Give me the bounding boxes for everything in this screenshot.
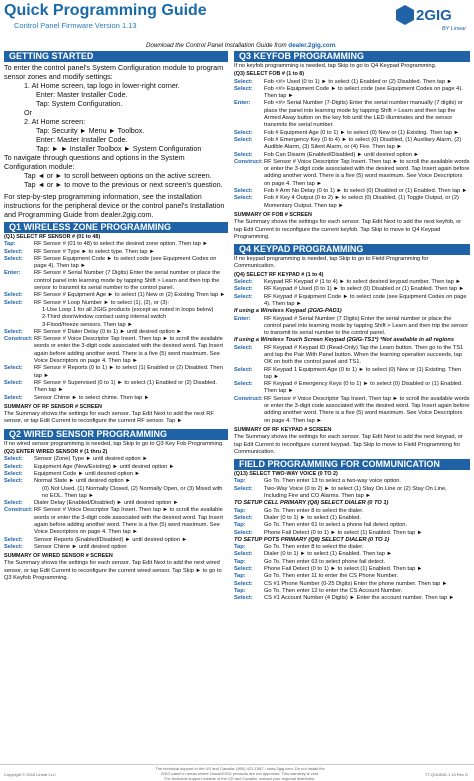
step-row — [234, 137, 470, 152]
step-row — [4, 486, 228, 501]
step-action: Select: — [234, 529, 253, 536]
section-field-programming: FIELD PROGRAMMING FOR COMMUNICATION — [234, 459, 470, 470]
header — [0, 0, 474, 34]
q1-rows — [4, 241, 228, 402]
step-row — [234, 279, 470, 286]
page-subtitle: Control Panel Firmware Version 1.13 — [14, 21, 137, 30]
step-text: Go To. Then enter 8 to select the dialer. — [264, 544, 364, 551]
step-action: Tap: — [234, 544, 246, 551]
step-text: Fob <#> Equipment Code ► to select code (see Equipment Codes on page 4). Then tap ► — [264, 85, 463, 100]
step-text: Sensor (Zone) Type ► until desired option ► — [34, 456, 148, 463]
logo-hex-icon — [396, 5, 414, 25]
step-row — [4, 336, 228, 365]
step-row — [234, 581, 470, 588]
step-row — [234, 86, 470, 101]
step-action: Select: — [234, 129, 253, 136]
step-heading: If using a Wireless Keypad (2GIG-PAD1) — [234, 308, 342, 315]
step-action — [4, 486, 34, 501]
step-action: Select: — [4, 255, 23, 262]
step-text: Go To. Then enter 63 to select phone fail detect. — [264, 558, 386, 565]
step-text: (0) Not Used, (1) Normally Closed, (2) Normally Open, or (3) Mixed with no EOL. Then tap ► — [42, 485, 223, 499]
step-action: Select: — [4, 500, 23, 507]
step-text: Equipment Code ► until desired option ► — [34, 470, 141, 477]
step-row — [234, 551, 470, 558]
step-row — [4, 537, 228, 544]
step-text: Sensor Chime ► until desired option — [34, 543, 127, 550]
step-action: Select: — [4, 379, 23, 386]
step-row — [4, 322, 228, 329]
step-text: Sensor Chime ► to select chime. Then tap ► — [34, 394, 150, 401]
step-row — [234, 381, 470, 396]
step-action: Select: — [4, 470, 23, 477]
step-text: 1-Use Loop 1 for all 2GIG products (except as noted in loops below) — [42, 306, 214, 313]
step-text: RF Keypad 1 Equipment Age (0 to 1) ► to select (0) New or (1) Existing. Then tap ► — [264, 366, 462, 380]
step-text: RF Keypad # Serial Number (7 Digits) Enter the serial number or place the control panel into learning mode by tapping Shift > Learn and then trip the sensor to transmit its serial number to the control panel. — [264, 315, 469, 337]
section-q1: Q1 WIRELESS ZONE PROGRAMMING — [4, 222, 228, 233]
step-action: Select: — [234, 595, 253, 602]
step-action: Select: — [234, 279, 253, 286]
step-action — [4, 322, 34, 329]
step-row — [234, 544, 470, 551]
step-text: Fob # Equipment Age (0 to 1) ► to select (0) New or (1) Existing. Then tap ► — [264, 129, 460, 136]
step-row — [4, 456, 228, 463]
step-row — [4, 471, 228, 478]
step-action: Select: — [234, 366, 253, 373]
step-text: Equipment Age (New/Existing) ► until desired option ► — [34, 463, 175, 470]
step-text: RF Sensor # Voice Descriptor Tap Insert. Then tap ► to scroll the available words or enter the 3-digit code associated with the desired word. Tap Insert again before adding another word. There is a five (5) word maximum. See Voice Descriptors on page 4. Then tap ► — [34, 507, 223, 536]
step-text: 2-Third door/window contact using internal switch — [42, 314, 167, 321]
step-row — [4, 464, 228, 471]
step-action: Select: — [234, 344, 253, 351]
step-row — [234, 588, 470, 595]
step-row — [234, 294, 470, 309]
step-row — [4, 241, 228, 248]
step-row — [4, 500, 228, 507]
step-action: Select: — [234, 286, 253, 293]
step-text: RF Sensor # Loop Number ► to select (1), (2), or (3): — [34, 299, 169, 306]
step-action: Select: — [234, 566, 253, 572]
step-text: Go To. Then enter 11 to enter the CS Phone Number. — [264, 573, 399, 580]
step-text: 3-Flood/freeze sensors. Then tap ► — [42, 321, 133, 328]
step-row — [234, 100, 470, 129]
step-action: Enter: — [234, 315, 251, 322]
step-text: RF Sensor # Type ► to select type. Then tap ► — [34, 248, 155, 255]
page-title: Quick Programming Guide — [4, 2, 207, 19]
step-row — [234, 595, 470, 602]
step-text: RF Keypad # Keypad ID (Read-Only) Tap the Learn button. Then go to the TS1 and tap the Pair With Panel button. When the learning operation succeeds, tap OK on both the control panel and TS1. — [264, 344, 464, 366]
step-action: Select: — [4, 543, 23, 550]
step-row — [4, 292, 228, 299]
step-action: Construct: — [4, 507, 33, 514]
step-text: RF Sensor # Dialer Delay (0 to 1) ► until desired option ► — [34, 328, 182, 335]
step-heading: TO SETUP CELL PRIMARY (Q8) SELECT DIALER (0 TO 1) — [234, 500, 389, 507]
step-action: Select: — [234, 78, 253, 85]
fp-rows — [234, 478, 470, 602]
brand-logo: 2GIG BY Linear — [396, 5, 468, 37]
step-row — [234, 130, 470, 137]
section-q4: Q4 KEYPAD PROGRAMMING — [234, 244, 470, 255]
step-row — [234, 152, 470, 159]
step-text: Fob # Arm No Delay (0 to 1) ► to select (0) Disabled or (1) Enabled. Then tap ► — [264, 188, 468, 195]
download-note: Download the Control Panel Installation Guide from dealer.2gig.com. — [146, 42, 337, 49]
step-text: RF Keypad # Emergency Keys (0 to 1) ► to select (0) Disabled or (1) Enabled. Then tap ► — [264, 381, 463, 395]
step-text: Fob # Emergency Key (0 to 4) ► to select (0) Disabled, (1) Auxiliary Alarm, (2) Audible Alarm, (3) Silent Alarm, or (4) Fire. Then tap ► — [264, 136, 462, 151]
step-action: Select: — [234, 195, 253, 202]
step-action: Select: — [4, 456, 23, 463]
step-row — [234, 367, 470, 382]
step-text: Normal State ► until desired option ► — [34, 478, 131, 485]
footer: Copyright © 2016 Linear LLC The technical support in the US and Canada: (800) 421-1587 / www.2gig.com. Do not install the 2GIG panel in areas where Linear/2GIG products are not approved. This warranty is void. For technical support outside of the US and Canada, contact your regional distributor. TT-QGUIDE-1.13 Rev D — [4, 766, 468, 781]
step-action: Tap: — [234, 478, 246, 485]
step-row — [234, 515, 470, 522]
step-row — [4, 478, 228, 485]
step-heading: TO SETUP POTS PRIMARY (Q8) SELECT DIALER (0 TO 1) — [234, 536, 390, 543]
step-row — [234, 345, 470, 367]
step-row — [234, 159, 470, 188]
step-row — [234, 559, 470, 566]
step-action: Select: — [4, 292, 23, 299]
step-action: Select: — [234, 188, 253, 195]
step-row — [4, 395, 228, 402]
step-text: Go To. Then enter 61 to select a phone fail detect option. — [264, 522, 408, 529]
step-row — [234, 530, 470, 537]
step-action: Select: — [4, 463, 23, 470]
step-text: RF Keypad # Used (0 to 1) ► to select (0) Disabled or (1) Enabled. Then tap ► — [264, 286, 465, 293]
footer-divider — [0, 764, 474, 765]
step-heading: If using a Wireless Touch Screen Keypad (2GIG-TS1*) *Not available in all regions — [234, 337, 455, 344]
section-q3: Q3 KEYFOB PROGRAMMING — [234, 51, 470, 62]
step-action: Tap: — [234, 558, 246, 565]
step-text: Fob <#> Used (0 to 1) ► to select (1) Enabled or (2) Disabled. Then tap ► — [264, 78, 453, 85]
step-action: Select: — [234, 85, 253, 92]
right-column: Q3 KEYFOB PROGRAMMING If no keyfob programming is needed, tap Skip to go to Q4 Keypad Programming. (Q3) SELECT FOB # (1 to 8) Select: Fob <#> Used (0 to 1) ► to select (1) Enabled or (2) Disabled. Then tap ► Select: Fob <#> Equipment Code ► to select code (see Equipment Codes on page 4). Then tap ► Enter: Fob <#> Serial Number (7-Digits) Enter the serial number manually (7 digits) or place the panel into learning mode by tapping Shift > Learn and then tap the Armed Away button on the key fob until the LED illuminates and the sensor transmits the serial number. Select: Fob # Equipment Age (0 to 1) ► to select (0) New or (1) Existing. Then tap ► Select: Fob # Emergency Key (0 to 4) ► to select (0) Disabled, (1) Auxiliary Alarm, (2) Audible Alarm, (3) Silent Alarm, or (4) Fire. Then tap ► Select: Fob Can Disarm (Enabled/Disabled) ► until desired option ► Construct: RF Sensor # Voice Descriptor Tap Insert. Then tap ► to scroll the available words or enter the 3-digit code associated with the desired word. Tap Insert again before adding another word. There is a five (5) word maximum. See Voice Descriptors on page 4. Then tap ► Select: Fob # Arm No Delay (0 to 1) ► to select (0) Disabled or (1) Enabled. Then tap ► Select: Fob # Key 4 Output (0 to 2) ► to select (0) Disabled, (1) Toggle Output, or (2) Momentary Output. Then tap ► SUMMARY OF FOB # SCREEN The Summary shows the settings for each sensor. Tap Edit Next to add the next keyfob, or tap Edit Current to reconfigure the current keyfob. Tap Skip to move to Q4 Keypad Programming. Q4 KEYPAD PROGRAMMING If no keypad programming is needed, tap Skip to go to Field Programming for Communication. (Q4) SELECT RF KEYPAD # (1 to 4) Select: Keypad RF Keypad # (1 to 4) ► to select desired keypad number. Then tap ► Select: RF Keypad # Used (0 to 1) ► to select (0) Disabled or (1) Enabled. Then tap ► Select: RF Keypad # Equipment Code ► to select code (see Equipment Codes on page 4). Then tap ► If using a Wireless Keypad (2GIG-PAD1) Enter: RF Keypad # Serial Number (7 Digits) Enter the serial number or place the control panel into learning mode by tapping Shift > Learn and then trip the sensor to transmit its serial number to the control panel. If using a Wireless Touch Screen Keypad (2GIG-TS1*) *Not available in all regions Select: RF Keypad # Keypad ID (Read-Only) Tap the Learn button. Then go to the TS1 and tap the Pair With Panel button. When the learning operation succeeds, tap OK on both the control panel and TS1. Select: RF Keypad 1 Equipment Age (0 to 1) ► to select (0) New or (1) Existing. Then tap ► Select: RF Keypad # Emergency Keys (0 to 1) ► to select (0) Disabled or (1) Enabled. Then tap ► Construct: RF Sensor # Voice Descriptor Tap Insert. Then tap ► to scroll the available words or enter the 3-digit code associated with the desired word. Tap Insert again before adding another word. There is a five (5) word maximum. See Voice Descriptors on page 4. Then tap ► SUMMARY OF RF KEYPAD # SCREEN The Summary shows the settings for each sensor. Tap Edit Next to add the next keypad, or tap Edit Current to reconfigure current keypad. Tap Skip to move to Field Programming for Communication. FIELD PROGRAMMING FOR COMMUNICATION (Q13) SELECT TWO-WAY VOICE (0 TO 2) Tap: Go To. Then enter 13 to select a two-way voice option. Select: Two-Way Voice (0 to 2) ► to select (1) Stay On Line or (2) Stay On Line, Including Fire and CO Alarms. Then tap ► TO SETUP CELL PRIMARY (Q8) SELECT DIALER (0 TO 1) Tap: Go To. Then enter 8 to select the dialer. Select: Dialer (0 to 1) ► to select (1) Enabled. Tap: Go To. Then enter 61 to select a phone fail detect option. Select: Phone Fail Detect (0 to 1) ► to select (1) Enabled. Then tap ► TO SETUP POTS PRIMARY (Q8) SELECT DIALER (0 TO 1) Tap: Go To. Then enter 8 to select the dialer. Select: Dialer (0 to 1) ► to select (1) Enabled. Then tap ► Tap: Go To. Then enter 63 to select phone fail detect. Select: Phone Fail Detect (0 to 1) ► to select (1) Enabled. Then tap ► Tap: Go To. Then enter 11 to enter the CS Phone Number. Select: CS #1 Phone Number (0-25 Digits) Enter the phone number. Then tap ► Tap: Go To. Then enter 12 to enter the CS Account Number. Select: CS #1 Account Number (4 Digits) ► Enter the account number. Then tap ► — [234, 51, 470, 602]
step-text: Dialer (0 to 1) ► to select (1) Enabled. Then tap ► — [264, 551, 393, 558]
step-text: Two-Way Voice (0 to 2) ► to select (1) Stay On Line or (2) Stay On Line, Including Fire and CO Alarms. Then tap ► — [264, 485, 447, 500]
step-action — [4, 307, 34, 314]
step-text: RF Sensor # Voice Descriptor Tap Insert. Then tap ► to scroll the available words or enter the 3-digit code associated with the desired word. Tap Insert again before adding another word. There is a five (5) word maximum. See Voice Descriptors on page 4. Then tap ► — [264, 395, 470, 424]
step-row — [234, 308, 470, 315]
step-row — [234, 522, 470, 529]
step-row — [234, 500, 470, 507]
step-row — [4, 380, 228, 395]
step-text: CS #1 Phone Number (0-25 Digits) Enter the phone number. Then tap ► — [264, 580, 448, 587]
step-row — [4, 256, 228, 271]
step-action: Select: — [4, 328, 23, 335]
step-text: Go To. Then enter 12 to enter the CS Account Number. — [264, 587, 403, 594]
step-row — [234, 573, 470, 580]
step-row — [234, 537, 470, 544]
step-row — [234, 79, 470, 86]
step-action: Tap: — [234, 573, 246, 580]
step-text: Go To. Then enter 13 to select a two-way voice option. — [264, 478, 401, 485]
step-row — [234, 508, 470, 515]
step-action: Select: — [4, 248, 23, 255]
step-row — [4, 314, 228, 321]
step-row — [4, 507, 228, 536]
download-link[interactable]: dealer.2gig.com — [288, 42, 336, 49]
left-column: GETTING STARTED To enter the control panel's System Configuration module to program sensor zones and modify settings: 1. At Home screen, tap logo in lower-right corner. Enter: Master Installer Code. Tap: System Configuration. Or 2. At Home screen: Tap: Security ► Menu ► Toolbox. Enter: Master Installer Code. Tap: ► ► Installer Toolbox ► System Configuration To navigate through questions and options in the System Configuration module: Tap ◄ or ► to scroll between options on the active screen. Tap ◄ or ► to move to the previous or next screen's question. For step-by-step programming information, see the installation instructions for the peripheral device or the control panel's Installation and Programming Guide from dealer.2gig.com. Q1 WIRELESS ZONE PROGRAMMING (Q1) SELECT RF SENSOR # (01 to 48) Tap: RF Sensor # (01 to 48) to select the desired zone option. Then tap ► Select: RF Sensor # Type ► to select type. Then tap ► Select: RF Sensor Equipment Code ► to select code (see Equipment Codes on page 4). Then tap ► Enter: RF Sensor # Serial Number (7 Digits) Enter the serial number or place the control panel into learning mode by tapping Shift > Learn and then trip the sensor to transmit its serial number to the control panel. Select: RF Sensor # Equipment Age ► to select (1) New or (2) Existing Then tap ► Select: RF Sensor # Loop Number ► to select (1), (2), or (3): 1-Use Loop 1 for all 2GIG products (except as noted in loops below) 2-Third door/window contact using internal switch 3-Flood/freeze sensors. Then tap ► Select: RF Sensor # Dialer Delay (0 to 1) ► until desired option ► Construct: RF Sensor # Voice Descriptor Tap Insert. Then tap ► to scroll the available words or enter the 3-digit code associated with the desired word. Tap Insert again before adding another word. There is a five (5) word maximum. See Voice Descriptors on page 4. Then tap ► Select: RF Sensor # Reports (0 to 1) ► to select (1) Enabled or (2) Disabled. Then tap ► Select: RF Sensor # Supervised (0 to 1) ► to select (1) Enabled or (2) Disabled. Then tap ► Select: Sensor Chime ► to select chime. Then tap ► SUMMARY OF RF SENSOR # SCREEN The Summary shows the settings for each sensor. Tap Edit Next to add the next RF sensor, or tap Edit Current to reconfigure the current RF sensor. Tap ► Q2 WIRED SENSOR PROGRAMMING If no wired sensor programming is needed, tap Skip to go to Q3 Key Fob Programming. (Q2) ENTER WIRED SENSOR # (1 thru 2) Select: Sensor (Zone) Type ► until desired option ► Select: Equipment Age (New/Existing) ► until desired option ► Select: Equipment Code ► until desired option ► Select: Normal State ► until desired option ► (0) Not Used, (1) Normally Closed, (2) Normally Open, or (3) Mixed with no EOL. Then tap ► Select: Dialer Delay (Enabled/Disabled) ► until desired option ► Construct: RF Sensor # Voice Descriptor Tap Insert. Then tap ► to scroll the available words or enter the 3-digit code associated with the desired word. Tap Insert again before adding another word. There is a five (5) word maximum. See Voice Descriptors on page 4. Then tap ► Select: Sensor Reports (Enabled/Disabled) ► until desired option ► Select: Sensor Chime ► until desired option SUMMARY OF WIRED SENSOR # SCREEN The Summary shows the settings for each sensor. Tap Edit Next to add the next wired sensor, or tap Edit Current to reconfigure the current wired sensor. Tap Skip ► to go to Q3 Keyfob Programming. — [4, 50, 228, 582]
step-text: RF Sensor # Serial Number (7 Digits) Enter the serial number or place the control panel into learning mode by tapping Shift > Learn and then trip the sensor to transmit its serial number to the control panel. — [34, 270, 221, 292]
step-row — [234, 195, 470, 210]
step-text: RF Sensor Equipment Code ► to select code (see Equipment Codes on page 4). Then tap ► — [34, 255, 217, 270]
step-row — [4, 544, 228, 551]
step-text: Keypad RF Keypad # (1 to 4) ► to select desired keypad number. Then tap ► — [264, 279, 462, 286]
step-text: Fob # Key 4 Output (0 to 2) ► to select (0) Disabled, (1) Toggle Output, or (2) Momentary Output. Then tap ► — [264, 195, 459, 209]
step-action: Construct: — [4, 336, 33, 343]
step-row — [234, 486, 470, 501]
step-action: Select: — [4, 299, 23, 306]
step-action: Select: — [234, 151, 253, 158]
step-text: Phone Fail Detect (0 to 1) ► to select (1) Enabled. Then tap ► — [264, 566, 423, 572]
step-action: Enter: — [4, 270, 21, 277]
step-text: Fob Can Disarm (Enabled/Disabled) ► until desired option ► — [264, 151, 420, 158]
step-action: Tap: — [234, 522, 246, 529]
step-text: RF Sensor # Equipment Age ► to select (1) New or (2) Existing Then tap ► — [34, 292, 226, 299]
step-row — [4, 300, 228, 307]
step-row — [234, 316, 470, 338]
q2-rows — [4, 456, 228, 551]
step-row — [234, 396, 470, 425]
step-row — [234, 478, 470, 485]
step-row — [4, 307, 228, 314]
step-action: Select: — [234, 136, 253, 143]
step-row — [4, 249, 228, 256]
step-action: Select: — [4, 478, 23, 485]
step-action — [4, 314, 34, 321]
step-action: Select: — [234, 514, 253, 521]
step-row — [4, 270, 228, 292]
step-action: Tap: — [234, 587, 246, 594]
step-row — [4, 329, 228, 336]
step-action: Construct: — [234, 158, 263, 165]
step-action: Construct: — [234, 395, 263, 402]
step-action: Select: — [234, 485, 253, 492]
step-text: Go To. Then enter 8 to select the dialer. — [264, 507, 364, 514]
step-row — [4, 365, 228, 380]
step-action: Tap: — [234, 507, 246, 514]
step-text: CS #1 Account Number (4 Digits) ► Enter the account number. Then tap ► — [264, 595, 455, 602]
q3-rows — [234, 79, 470, 210]
step-action: Enter: — [234, 100, 251, 107]
section-q2: Q2 WIRED SENSOR PROGRAMMING — [4, 429, 228, 440]
step-text: RF Keypad # Equipment Code ► to select code (see Equipment Codes on page 4). Then tap ► — [264, 293, 467, 307]
step-row — [234, 188, 470, 195]
step-action: Select: — [234, 551, 253, 558]
step-text: RF Sensor # (01 to 48) to select the desired zone option. Then tap ► — [34, 241, 209, 248]
step-text: RF Sensor # Reports (0 to 1) ► to select (1) Enabled or (2) Disabled. Then tap ► — [34, 365, 223, 379]
step-row — [234, 337, 470, 344]
step-text: Fob <#> Serial Number (7-Digits) Enter the serial number manually (7 digits) or place the panel into learning mode by tapping Shift > Learn and then tap the Armed Away button on the key fob until the LED illuminates and the sensor transmits the serial number. — [264, 100, 463, 129]
step-text: Dialer (0 to 1) ► to select (1) Enabled. — [264, 514, 361, 521]
step-action: Select: — [234, 580, 253, 587]
step-text: Phone Fail Detect (0 to 1) ► to select (1) Enabled. Then tap ► — [264, 529, 423, 536]
step-text: RF Sensor # Supervised (0 to 1) ► to select (1) Enabled or (2) Disabled. Then tap ► — [34, 379, 217, 394]
step-row — [234, 286, 470, 293]
step-text: Dialer Delay (Enabled/Disabled) ► until desired option ► — [34, 500, 179, 507]
step-text: RF Sensor # Voice Descriptor Tap Insert. Then tap ► to scroll the available words or enter the 3-digit code associated with the desired word. Tap Insert again before adding another word. There is a five (5) word maximum. See Voice Descriptors on page 4. Then tap ► — [264, 158, 470, 187]
q4-rows — [234, 279, 470, 425]
section-getting-started: GETTING STARTED — [4, 51, 228, 62]
step-row — [234, 566, 470, 573]
step-action: Select: — [234, 381, 253, 388]
step-action: Select: — [4, 536, 23, 543]
step-text: Sensor Reports (Enabled/Disabled) ► until desired option ► — [34, 536, 188, 543]
getting-started-body: To enter the control panel's System Configuration module to program sensor zones and modify settings: 1. At Home screen, tap logo in lower-right corner. Enter: Master Installer Code. Tap: System Configuration. Or 2. At Home screen: Tap: Security ► Menu ► Toolbox. Enter: Master Installer Code. Tap: ► ► Installer Toolbox ► System Configuration To navigate through questions and options in the System Configuration module: Tap ◄ or ► to scroll between options on the active screen. Tap ◄ or ► to move to the previous or next screen's question. For step-by-step programming information, see the installation instructions for the peripheral device or the control panel's Installation and Programming Guide from dealer.2gig.com. — [4, 63, 225, 219]
step-text: RF Sensor # Voice Descriptor Tap Insert. Then tap ► to scroll the available words or enter the 3-digit code associated with the desired word. Tap Insert again before adding another word. There is a five (5) word maximum. See Voice Descriptors on page 4. Then tap ► — [34, 336, 223, 365]
step-action: Select: — [4, 365, 23, 372]
step-action: Select: — [234, 293, 253, 300]
step-action: Tap: — [4, 241, 16, 248]
step-action: Select: — [4, 394, 23, 401]
